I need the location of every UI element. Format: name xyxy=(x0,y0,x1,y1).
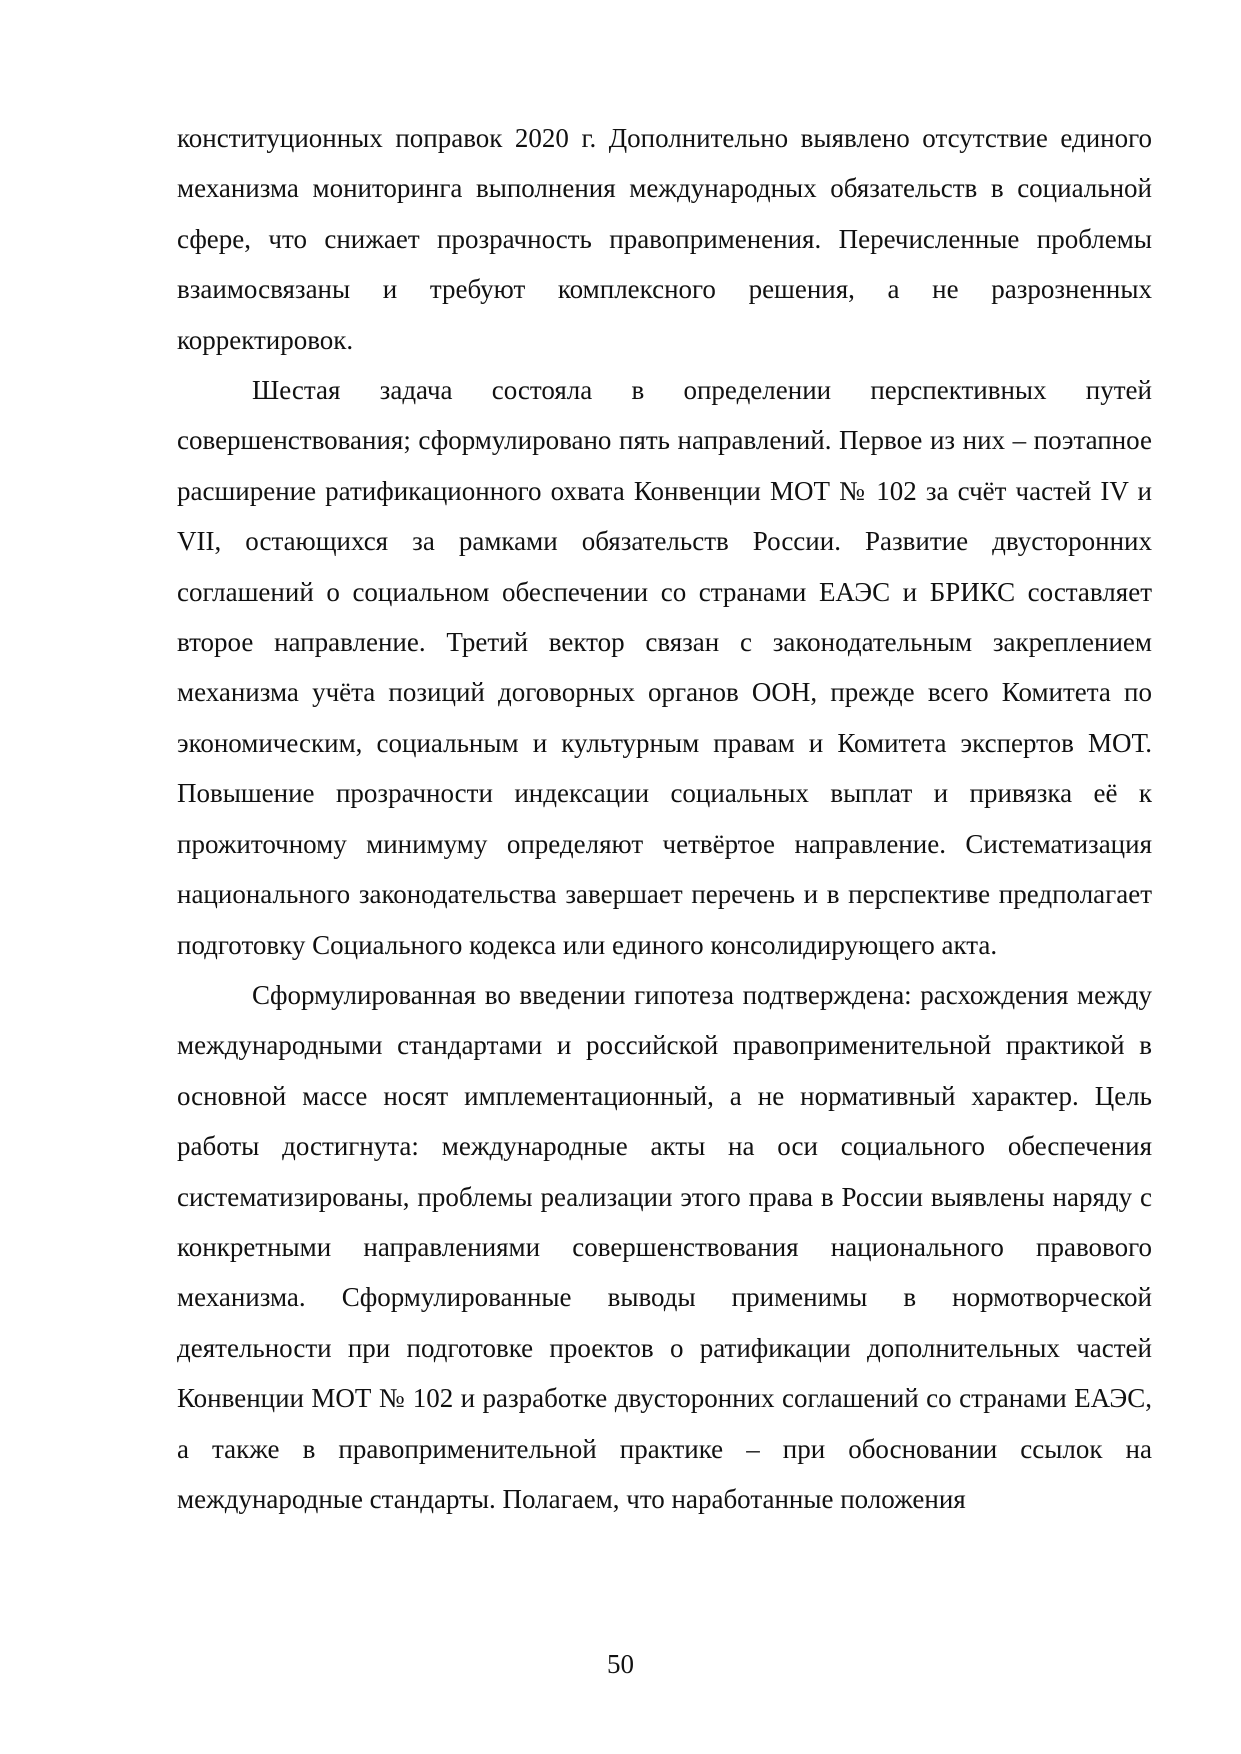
body-text xyxy=(177,113,1152,1524)
paragraph-continued: конституционных поправок 2020 г. Дополнительно выявлено отсутствие единого механизма мониторинга выполнения международных обязательств в социальной сфере, что снижает прозрачность правоприменения. Перечисленные проблемы взаимосвязаны и требуют комплексного решения, а не разрозненных корректировок. xyxy=(177,123,1152,355)
paragraph-hypothesis: Сформулированная во введении гипотеза подтверждена: расхождения между международными стандартами и российской правоприменительной практикой в основной массе носят имплементационный, а не нормативный характер. Цель работы достигнута: международные акты на оси социального обеспечения систематизированы, проблемы реализации этого права в России выявлены наряду с конкретными направлениями совершенствования национального правового механизма. Сформулированные выводы применимы в нормотворческой деятельности при подготовке проектов о ратификации дополнительных частей Конвенции МОТ № 102 и разработке двусторонних соглашений со странами ЕАЭС, а также в правоприменительной практике – при обосновании ссылок на международные стандарты. Полагаем, что наработанные положения xyxy=(177,979,1152,1514)
page-number: 50 xyxy=(607,1649,634,1679)
paragraph-sixth-task: Шестая задача состояла в определении перспективных путей совершенствования; сформулировано пять направлений. Первое из них – поэтапное расширение ратификационного охвата Конвенции МОТ № 102 за счёт частей IV и VII, остающихся за рамками обязательств России. Развитие двусторонних соглашений о социальном обеспечении со странами ЕАЭС и БРИКС составляет второе направление. Третий вектор связан с законодательным закреплением механизма учёта позиций договорных органов ООН, прежде всего Комитета по экономическим, социальным и культурным правам и Комитета экспертов МОТ. Повышение прозрачности индексации социальных выплат и привязка её к прожиточному минимуму определяют четвёртое направление. Систематизация национального законодательства завершает перечень и в перспективе предполагает подготовку Социального кодекса или единого консолидирующего акта. xyxy=(177,375,1152,960)
